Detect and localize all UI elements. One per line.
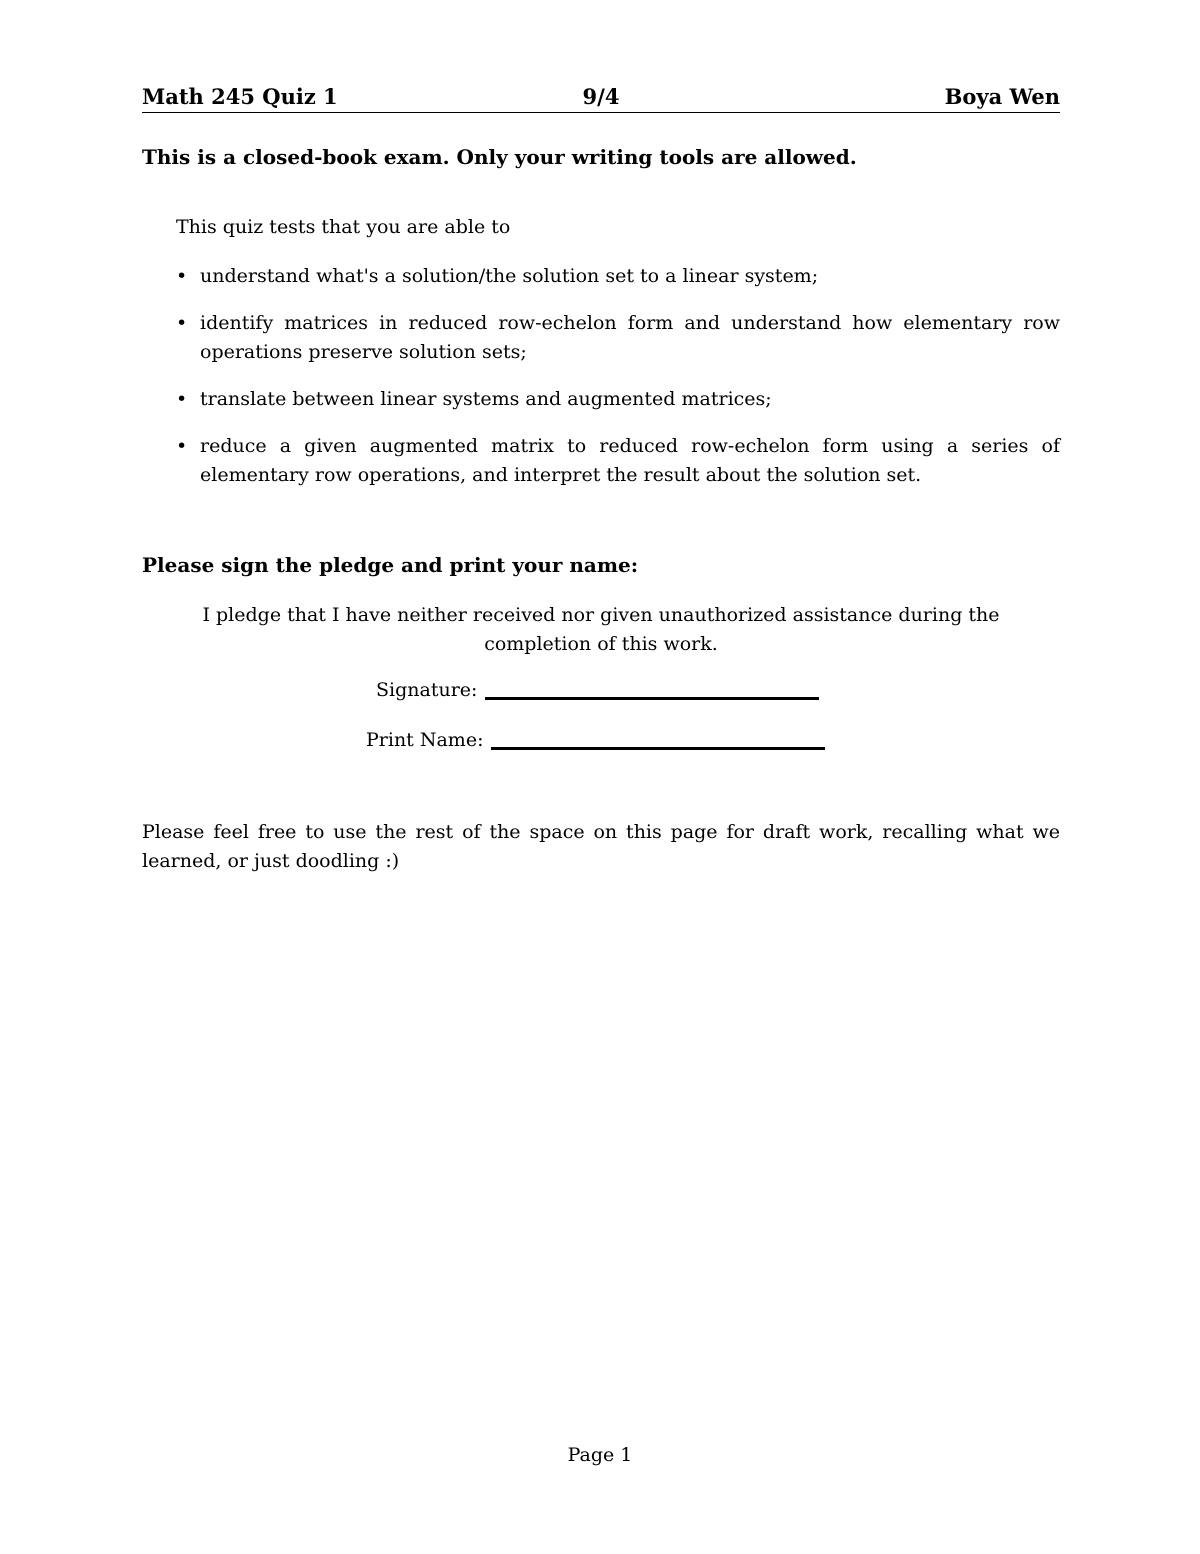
page-number: Page 1 [567, 1444, 633, 1466]
print-name-label: Print Name: [366, 729, 484, 751]
instructor-name: Boya Wen [944, 84, 1060, 109]
bullet-icon: • [176, 388, 188, 410]
objective-text: translate between linear systems and augmented matrices; [200, 388, 772, 410]
list-item [176, 385, 1060, 414]
exam-instructions: This is a closed-book exam. Only your writing tools are allowed. [142, 145, 857, 169]
pledge-statement: I pledge that I have neither received nor given unauthorized assistance during the completion of this work. [202, 604, 1000, 655]
list-item [176, 262, 1060, 291]
course-title: Math 245 Quiz 1 [142, 84, 338, 109]
signature-line[interactable] [485, 697, 819, 700]
bullet-icon: • [176, 265, 188, 287]
objective-text: identify matrices in reduced row-echelon form and understand how elementary row operations preserve solution sets; [200, 312, 1060, 363]
objectives-list [176, 262, 1060, 508]
objective-text: understand what's a solution/the solution set to a linear system; [200, 265, 819, 287]
list-item [176, 309, 1060, 367]
signature-label: Signature: [376, 679, 478, 701]
quiz-date: 9/4 [582, 84, 620, 109]
objectives-intro: This quiz tests that you are able to [176, 216, 511, 238]
list-item [176, 432, 1060, 490]
pledge-heading: Please sign the pledge and print your name: [142, 553, 639, 577]
objective-text: reduce a given augmented matrix to reduced row-echelon form using a series of elementary row operations, and interpret the result about the solution set. [200, 435, 1060, 486]
bullet-icon: • [176, 435, 188, 457]
draft-work-note: Please feel free to use the rest of the space on this page for draft work, recalling what we learned, or just doodling :) [142, 821, 1060, 872]
signature-row [376, 679, 819, 701]
bullet-icon: • [176, 312, 188, 334]
page-header [142, 82, 1060, 113]
print-name-row [366, 729, 825, 751]
print-name-line[interactable] [491, 747, 825, 750]
